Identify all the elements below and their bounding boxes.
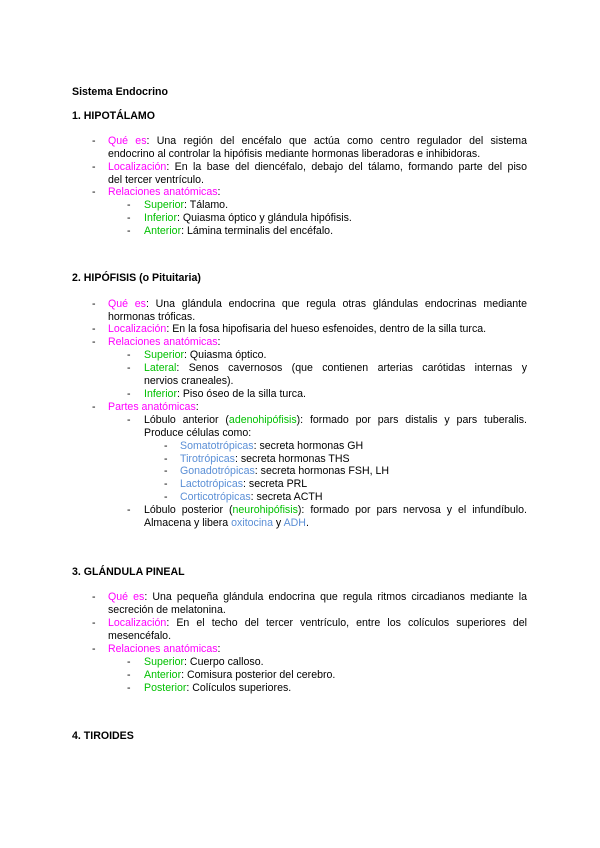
lobulo-anterior-line1: Lóbulo anterior (adenohipófisis): formado por pars distalis y pars tuberalis. — [144, 414, 527, 426]
hipofisis-superior: Superior: Quiasma óptico. — [144, 349, 267, 361]
label-posterior: Posterior — [144, 682, 187, 694]
label-lateral: Lateral — [144, 362, 177, 374]
label-que-es: Qué es — [108, 135, 147, 147]
cell-type-text: : secreta hormonas GH — [253, 440, 364, 452]
bullet-dash: - — [127, 414, 131, 426]
hipofisis-localizacion: Localización: En la fosa hipofisaria del hueso esfenoides, dentro de la silla turca. — [108, 323, 487, 335]
hipofisis-partes: Partes anatómicas: — [108, 401, 199, 413]
hipotalamo-que-es-line1: Qué es: Una región del encéfalo que actúa como centro regulador del sistema — [108, 135, 527, 147]
cell-type-name: Somatotrópicas — [180, 440, 254, 452]
cell-type-name: Gonadotrópicas — [180, 465, 255, 477]
bullet-dash: - — [127, 225, 131, 237]
bullet-dash: - — [127, 362, 131, 374]
bullet-dash: - — [127, 669, 131, 681]
hipofisis-relaciones: Relaciones anatómicas: — [108, 336, 221, 348]
bullet-dash: - — [92, 617, 96, 629]
bullet-dash: - — [92, 186, 96, 198]
bullet-dash: - — [92, 135, 96, 147]
pineal-localizacion-line1: Localización: En el techo del tercer ventrículo, entre los colículos superiores del — [108, 617, 527, 629]
heading-hipotalamo: 1. HIPOTÁLAMO — [72, 110, 155, 122]
hipotalamo-superior: Superior: Tálamo. — [144, 199, 229, 211]
label-localizacion: Localización — [108, 161, 167, 173]
label-superior: Superior — [144, 349, 185, 361]
hipofisis-lateral-line1: Lateral: Senos cavernosos (que contienen arterias carótidas internas y — [144, 362, 527, 374]
label-relaciones: Relaciones anatómicas — [108, 186, 218, 198]
label-que-es: Qué es — [108, 298, 146, 310]
bullet-dash: - — [92, 323, 96, 335]
bullet-dash: - — [164, 491, 168, 503]
bullet-dash: - — [164, 465, 168, 477]
hipotalamo-anterior: Anterior: Lámina terminalis del encéfalo. — [144, 225, 334, 237]
label-anterior: Anterior — [144, 669, 182, 681]
cell-type-name: Tirotrópicas — [180, 453, 235, 465]
term-adenohipofisis: adenohipófisis — [228, 414, 297, 426]
cell-type-name: Corticotrópicas — [180, 491, 251, 503]
pineal-que-es-line1: Qué es: Una pequeña glándula endocrina que regula ritmos circadianos mediante la — [108, 591, 528, 603]
lobulo-anterior-line2: Produce células como: — [144, 427, 252, 439]
term-oxitocina: oxitocina — [231, 517, 273, 529]
label-localizacion: Localización — [108, 617, 167, 629]
heading-tiroides: 4. TIROIDES — [72, 730, 134, 742]
heading-glandula-pineal: 3. GLÁNDULA PINEAL — [72, 566, 185, 578]
pineal-relaciones: Relaciones anatómicas: — [108, 643, 221, 655]
pineal-localizacion-line2: mesencéfalo. — [108, 630, 172, 642]
cell-type-item — [180, 478, 307, 490]
hipotalamo-que-es-line2: endocrino al controlar la hipófisis mediante hormonas liberadoras e inhibidoras. — [108, 148, 481, 160]
label-localizacion: Localización — [108, 323, 167, 335]
cell-type-item — [180, 465, 389, 477]
pineal-que-es-line2: secreción de melatonina. — [108, 604, 226, 616]
bullet-dash: - — [92, 336, 96, 348]
cell-type-text: : secreta ACTH — [250, 491, 323, 503]
label-partes: Partes anatómicas — [108, 401, 196, 413]
label-superior: Superior — [144, 656, 185, 668]
hipofisis-que-es-line1: Qué es: Una glándula endocrina que regula otras glándulas endocrinas mediante — [108, 298, 527, 310]
hipotalamo-localizacion-line2: del tercer ventrículo. — [108, 174, 204, 186]
bullet-dash: - — [127, 656, 131, 668]
bullet-dash: - — [92, 643, 96, 655]
hipofisis-lateral-line2: nervios craneales). — [144, 375, 234, 387]
lobulo-posterior-line1: Lóbulo posterior (neurohipófisis): formado por pars nervosa y el infundíbulo. — [144, 504, 527, 516]
label-relaciones: Relaciones anatómicas — [108, 336, 218, 348]
pineal-anterior: Anterior: Comisura posterior del cerebro. — [144, 669, 336, 681]
bullet-dash: - — [127, 504, 131, 516]
label-que-es: Qué es — [108, 591, 145, 603]
pineal-posterior: Posterior: Colículos superiores. — [144, 682, 292, 694]
bullet-dash: - — [127, 388, 131, 400]
bullet-dash: - — [127, 199, 131, 211]
bullet-dash: - — [164, 440, 168, 452]
label-superior: Superior — [144, 199, 185, 211]
bullet-dash: - — [92, 161, 96, 173]
hipotalamo-inferior: Inferior: Quiasma óptico y glándula hipófisis. — [144, 212, 352, 224]
hipofisis-que-es-line2: hormonas tróficas. — [108, 311, 196, 323]
cell-type-item — [180, 453, 350, 465]
label-inferior: Inferior — [144, 388, 177, 400]
cell-type-name: Lactotrópicas — [180, 478, 244, 490]
term-adh: ADH — [283, 517, 306, 529]
hipofisis-inferior: Inferior: Piso óseo de la silla turca. — [144, 388, 306, 400]
bullet-dash: - — [92, 401, 96, 413]
hipotalamo-localizacion-line1: Localización: En la base del diencéfalo, debajo del tálamo, formando parte del piso — [108, 161, 527, 173]
label-anterior: Anterior — [144, 225, 182, 237]
bullet-dash: - — [92, 298, 96, 310]
bullet-dash: - — [164, 478, 168, 490]
cell-type-item — [180, 491, 322, 503]
label-relaciones: Relaciones anatómicas — [108, 643, 218, 655]
bullet-dash: - — [127, 682, 131, 694]
bullet-dash: - — [164, 453, 168, 465]
cell-type-text: : secreta hormonas FSH, LH — [254, 465, 390, 477]
bullet-dash: - — [127, 349, 131, 361]
cell-type-text: : secreta PRL — [243, 478, 308, 490]
lobulo-posterior-line2: Almacena y libera oxitocina y ADH. — [144, 517, 309, 529]
pineal-superior: Superior: Cuerpo calloso. — [144, 656, 264, 668]
cell-type-text: : secreta hormonas THS — [234, 453, 350, 465]
document-title: Sistema Endocrino — [72, 86, 168, 98]
hipotalamo-relaciones: Relaciones anatómicas: — [108, 186, 221, 198]
cell-type-item — [180, 440, 363, 452]
bullet-dash: - — [127, 212, 131, 224]
bullet-dash: - — [92, 591, 96, 603]
label-inferior: Inferior — [144, 212, 177, 224]
term-neurohipofisis: neurohipófisis — [232, 504, 298, 516]
heading-hipofisis: 2. HIPÓFISIS (o Pituitaria) — [72, 272, 201, 284]
